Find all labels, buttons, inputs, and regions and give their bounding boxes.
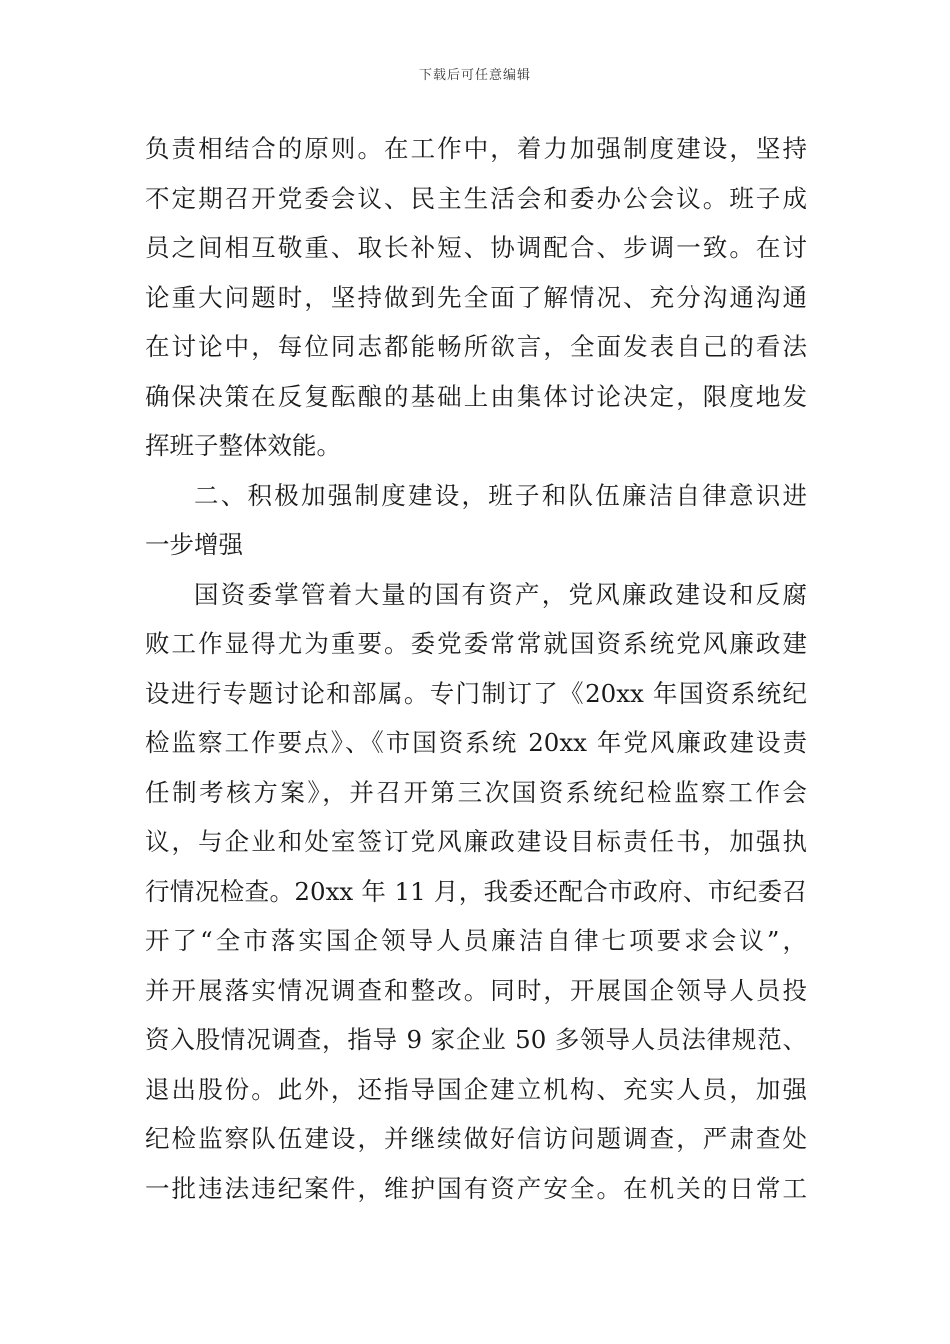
text-line: 资入股情况调查，指导 9 家企业 50 多领导人员法律规范、 [145,1025,807,1054]
text-line: 员之间相互敬重、取长补短、协调配合、步调一致。在讨 [145,233,807,262]
document-body [145,124,807,1213]
text-line: 纪检监察队伍建设，并继续做好信访问题调查，严肃查处 [145,1124,807,1153]
section-heading-line: 二、积极加强制度建设，班子和队伍廉洁自律意识进 [194,480,807,510]
text-line: 败工作显得尤为重要。委党委常常就国资系统党风廉政建 [145,629,807,658]
text-line: 不定期召开党委会议、民主生活会和委办公会议。班子成 [145,183,807,213]
text-line: 退出股份。此外，还指导国企建立机构、充实人员，加强 [145,1074,807,1104]
text-line: 一批违法违纪案件，维护国有资产安全。在机关的日常工 [145,1173,807,1203]
text-line: 行情况检查。20xx 年 11 月，我委还配合市政府、市纪委召 [145,876,807,906]
text-line: 任制考核方案》，并召开第三次国资系统纪检监察工作会 [145,777,807,807]
text-line: 挥班子整体效能。 [145,431,341,460]
section-heading-line: 一步增强 [145,530,243,559]
text-line: 确保决策在反复酝酿的基础上由集体讨论决定，限度地发 [145,381,807,411]
text-line: 论重大问题时，坚持做到先全面了解情况、充分沟通沟通 [145,282,807,312]
text-line: 负责相结合的原则。在工作中，着力加强制度建设，坚持 [145,134,807,163]
text-line: 国资委掌管着大量的国有资产，党风廉政建设和反腐 [194,579,807,609]
text-line: 检监察工作要点》、《市国资系统 20xx 年党风廉政建设责 [145,728,807,757]
page-header-note: 下载后可任意编辑 [418,68,531,83]
text-line: 开了“全市落实国企领导人员廉洁自律七项要求会议”， [145,926,807,955]
text-line: 设进行专题讨论和部属。专门制订了《20xx 年国资系统纪 [145,678,807,708]
text-line: 议，与企业和处室签订党风廉政建设目标责任书，加强执 [145,827,807,856]
text-line: 并开展落实情况调查和整改。同时，开展国企领导人员投 [145,975,807,1005]
text-line: 在讨论中，每位同志都能畅所欲言，全面发表自己的看法 [145,332,807,361]
